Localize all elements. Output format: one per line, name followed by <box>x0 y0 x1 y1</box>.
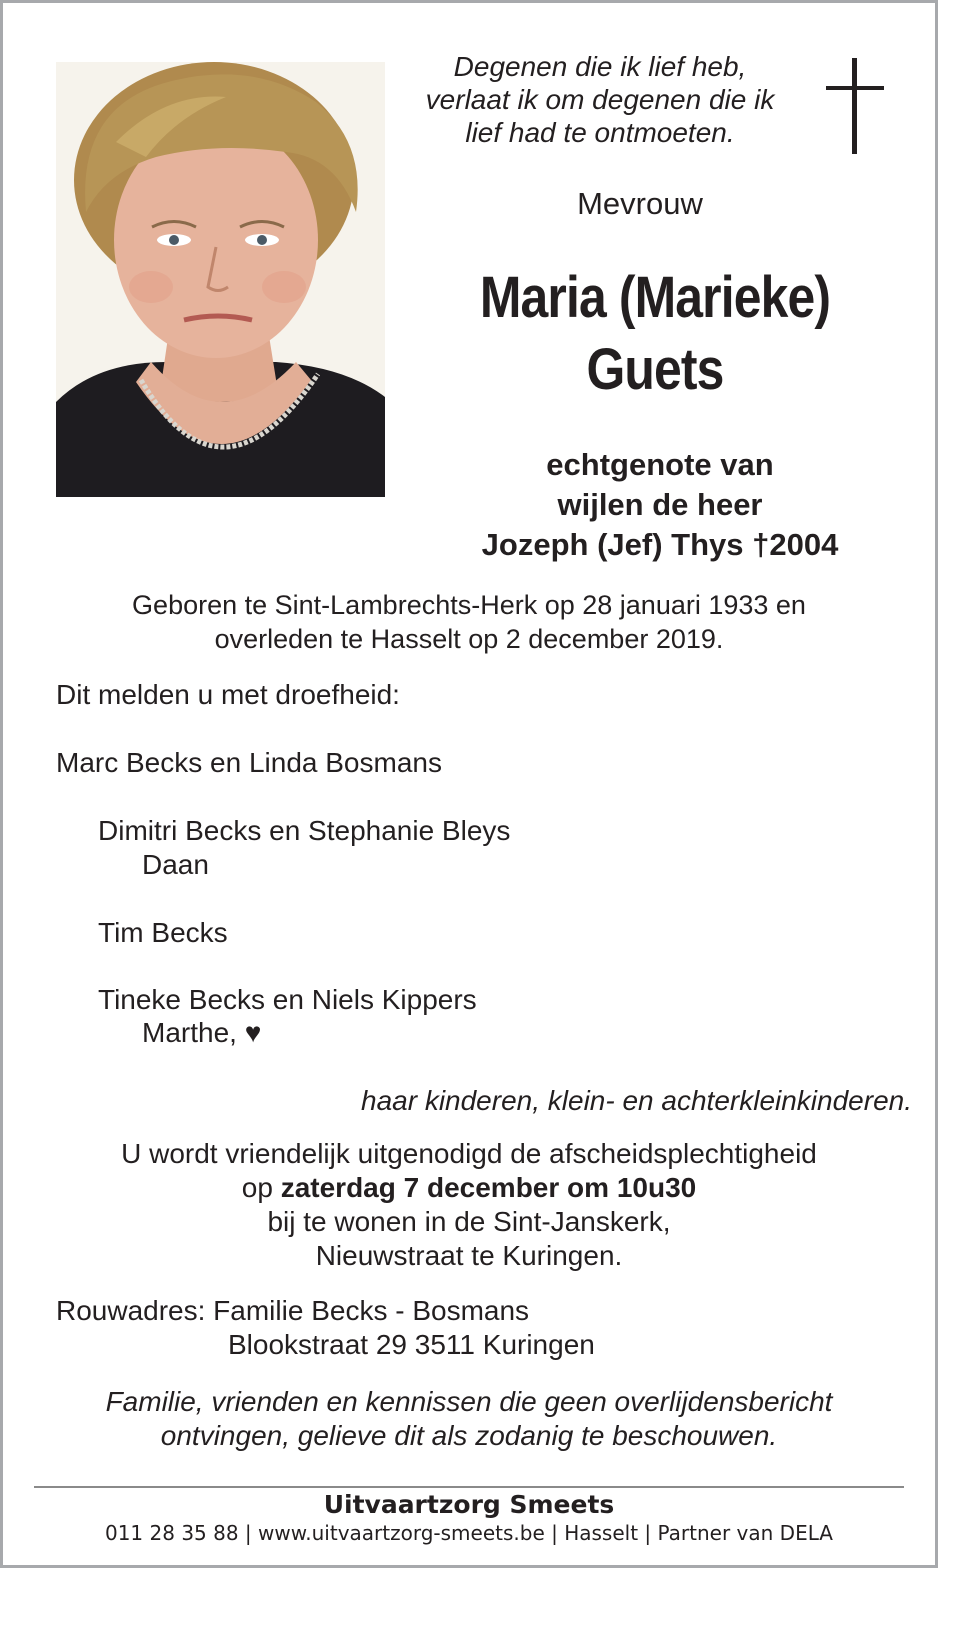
dates-line: overleden te Hasselt op 2 december 2019. <box>214 624 724 654</box>
deceased-name <box>453 262 857 406</box>
quote-line: verlaat ik om degenen die ik <box>425 84 775 115</box>
portrait-photo <box>56 62 385 497</box>
ceremony-line: U wordt vriendelijk uitgenodigd de afscheidsplechtigheid <box>121 1138 817 1169</box>
family-grandchild: Tim Becks <box>98 917 228 948</box>
ceremony-line: bij te wonen in de Sint-Janskerk, <box>267 1206 671 1237</box>
family-children: Marc Becks en Linda Bosmans <box>56 747 442 778</box>
family-grandchild: Tineke Becks en Niels Kippers <box>98 984 477 1015</box>
family-great-grandchild: Marthe, ♥ <box>142 1017 262 1048</box>
honorific: Mevrouw <box>577 186 703 221</box>
notice <box>0 1385 938 1453</box>
birth-death-dates <box>40 588 898 656</box>
quote-line: lief had te ontmoeten. <box>465 117 735 148</box>
memorial-quote <box>400 50 800 149</box>
spouse-line: echtgenote van <box>546 447 774 482</box>
family-relation: haar kinderen, klein- en achterkleinkinderen. <box>361 1085 912 1116</box>
mourning-address-label: Rouwadres: Familie Becks - Bosmans <box>56 1295 530 1326</box>
spouse-info <box>420 445 900 565</box>
mourning-address-street: Blookstraat 29 3511 Kuringen <box>228 1329 595 1360</box>
ceremony-date-line <box>0 1171 938 1205</box>
ceremony-line: Nieuwstraat te Kuringen. <box>315 1240 623 1271</box>
family-great-grandchild: Daan <box>142 849 209 880</box>
family-grandchild: Dimitri Becks en Stephanie Bleys <box>98 815 511 846</box>
funeral-home-name: Uitvaartzorg Smeets <box>323 1490 615 1519</box>
dates-line: Geboren te Sint-Lambrechts-Herk op 28 januari 1933 en <box>132 590 806 620</box>
footer-divider <box>34 1486 904 1488</box>
name-line-1: Maria (Marieke) <box>479 265 831 330</box>
spouse-line: wijlen de heer <box>557 487 763 522</box>
ceremony-prefix: op <box>241 1172 281 1203</box>
notice-line: Familie, vrienden en kennissen die geen overlijdensbericht <box>105 1386 833 1417</box>
name-line-2: Guets <box>586 337 724 402</box>
ceremony-date: zaterdag 7 december om 10u30 <box>280 1172 697 1203</box>
announcement: Dit melden u met droefheid: <box>56 679 400 710</box>
notice-line: ontvingen, gelieve dit als zodanig te beschouwen. <box>160 1420 778 1451</box>
cross-icon <box>826 58 884 154</box>
spouse-line: Jozeph (Jef) Thys †2004 <box>481 527 839 562</box>
funeral-home-info: 011 28 35 88 | www.uitvaartzorg-smeets.be | Hasselt | Partner van DELA <box>104 1521 833 1545</box>
quote-line: Degenen die ik lief heb, <box>453 51 747 82</box>
ceremony-invitation <box>0 1137 938 1273</box>
